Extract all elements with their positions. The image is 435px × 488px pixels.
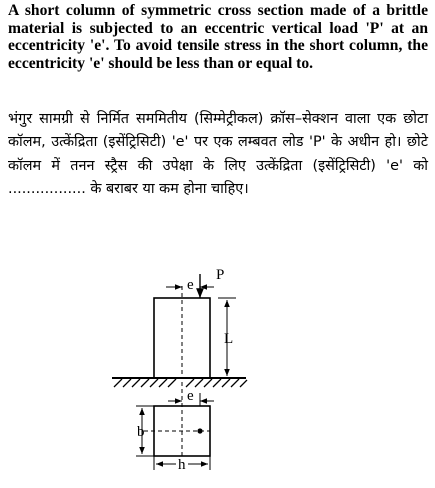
- load-point: [197, 428, 202, 433]
- label-b: b: [137, 424, 145, 440]
- label-e-top: e: [187, 277, 194, 293]
- question-text-english: A short column of symmetric cross section made of a brittle material is subjected to an eccentric vertical load 'P' at an eccentricity 'e'. To avoid tensile stress in the short column, the eccentricity 'e' should be less than or equal to.: [8, 2, 428, 72]
- label-p: P: [216, 267, 225, 283]
- label-e-bottom: e: [187, 388, 194, 404]
- ground-hatching: [114, 379, 247, 387]
- label-h: h: [178, 457, 186, 473]
- question-text-hindi: भंगुर सामग्री से निर्मित सममितीय (सिम्मेट्रीकल) क्रॉस–सेक्शन वाला एक छोटा कॉलम, उत्केंद्रिता (इसेंट्रिसिटी) 'e' पर एक लम्बवत लोड 'P' के अधीन हो। छोटे कॉलम में तनन स्ट्रैस की उपेक्षा के लिए उत्केंद्रिता (इसेंट्रिसिटी) 'e' को ................. के बराबर या कम होना चाहिए।: [8, 111, 428, 198]
- label-l: L: [224, 331, 234, 347]
